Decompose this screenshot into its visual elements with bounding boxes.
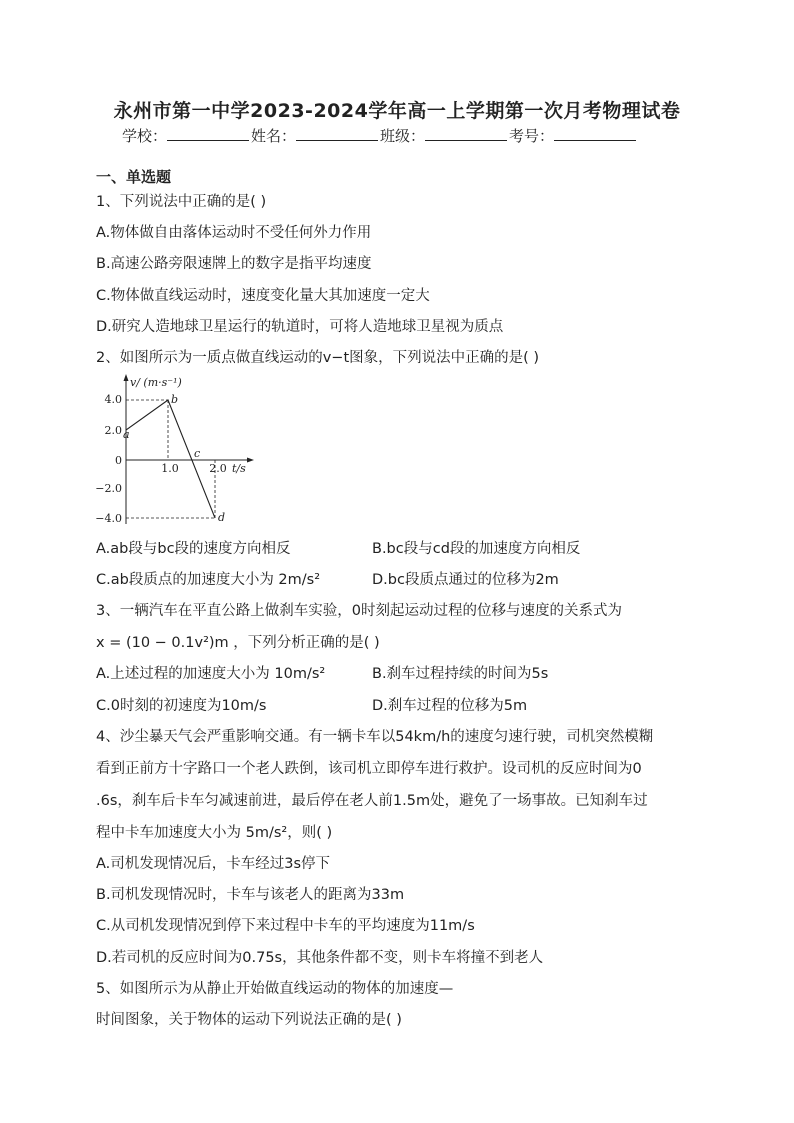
number-blank[interactable] [554,126,636,141]
x-axis-arrow [247,458,254,463]
point-b-label: b [171,393,179,406]
q1-option-c: C.物体做直线运动时，速度变化量大其加速度一定大 [96,288,430,304]
school-label: 学校： [122,127,168,145]
vt-graph [95,372,260,527]
q3-option-b: B.刹车过程持续的时间为5s [372,666,549,682]
ytick-minus2: −2.0 [95,482,122,495]
vt-line [126,400,215,518]
x-axis-label: t/s [232,462,246,475]
q2-option-d: D.bc段质点通过的位移为2m [372,572,559,588]
class-blank[interactable] [425,126,507,141]
name-blank[interactable] [296,126,378,141]
ytick-2: 2.0 [104,424,122,437]
q1-stem: 1、下列说法中正确的是( ) [96,194,267,210]
q5-stem-line2: 时间图象，关于物体的运动下列说法正确的是( ) [96,1012,402,1028]
q3-stem-formula: x = (10 − 0.1v²)m ，下列分析正确的是( ) [96,635,380,651]
number-label: 考号： [509,127,555,145]
student-info-row [122,125,638,146]
q1-option-b: B.高速公路旁限速牌上的数字是指平均速度 [96,256,372,272]
q3-option-c: C.0时刻的初速度为10m/s [96,698,267,714]
xtick-2: 2.0 [209,462,227,475]
q2-stem: 2、如图所示为一质点做直线运动的v−t图象，下列说法中正确的是( ) [96,350,540,366]
xtick-1: 1.0 [161,462,179,475]
ytick-minus4: −4.0 [95,512,122,525]
name-label: 姓名： [251,127,297,145]
section-heading: 一、单选题 [96,168,172,186]
q1-option-d: D.研究人造地球卫星运行的轨道时，可将人造地球卫星视为质点 [96,319,504,335]
q4-option-d: D.若司机的反应时间为0.75s，其他条件都不变，则卡车将撞不到老人 [96,950,544,966]
q4-stem-line2: 看到正前方十字路口一个老人跌倒，该司机立即停车进行救护。设司机的反应时间为0 [96,761,642,777]
q3-option-a: A.上述过程的加速度大小为 10m/s² [96,666,326,682]
y-axis-label: v/ (m·s⁻¹) [130,376,182,389]
q3-stem: 3、一辆汽车在平直公路上做刹车实验，0时刻起运动过程的位移与速度的关系式为 [96,603,622,619]
q2-option-b: B.bc段与cd段的加速度方向相反 [372,541,581,557]
q4-stem-line1: 4、沙尘暴天气会严重影响交通。有一辆卡车以54km/h的速度匀速行驶，司机突然模糊 [96,729,654,745]
q4-stem-line3: .6s，刹车后卡车匀减速前进，最后停在老人前1.5m处，避免了一场事故。已知刹车过 [96,793,648,809]
q3-option-d: D.刹车过程的位移为5m [372,698,528,714]
point-c-label: c [194,447,201,460]
page-title: 永州市第一中学2023-2024学年高一上学期第一次月考物理试卷 [113,100,681,122]
ytick-4: 4.0 [104,393,122,406]
ytick-0: 0 [115,454,122,467]
class-label: 班级： [380,127,426,145]
point-d-label: d [218,511,226,524]
school-blank[interactable] [167,126,249,141]
q4-option-b: B.司机发现情况时，卡车与该老人的距离为33m [96,887,405,903]
q4-option-c: C.从司机发现情况到停下来过程中卡车的平均速度为11m/s [96,918,475,934]
q5-stem-line1: 5、如图所示为从静止开始做直线运动的物体的加速度— [96,981,454,997]
y-axis-arrow [124,374,129,381]
point-a-label: a [123,428,130,441]
q4-stem-line4: 程中卡车加速度大小为 5m/s²，则( ) [96,825,333,841]
q2-option-c: C.ab段质点的加速度大小为 2m/s² [96,572,321,588]
q1-option-a: A.物体做自由落体运动时不受任何外力作用 [96,225,372,241]
q2-option-a: A.ab段与bc段的速度方向相反 [96,541,291,557]
q4-option-a: A.司机发现情况后，卡车经过3s停下 [96,856,331,872]
